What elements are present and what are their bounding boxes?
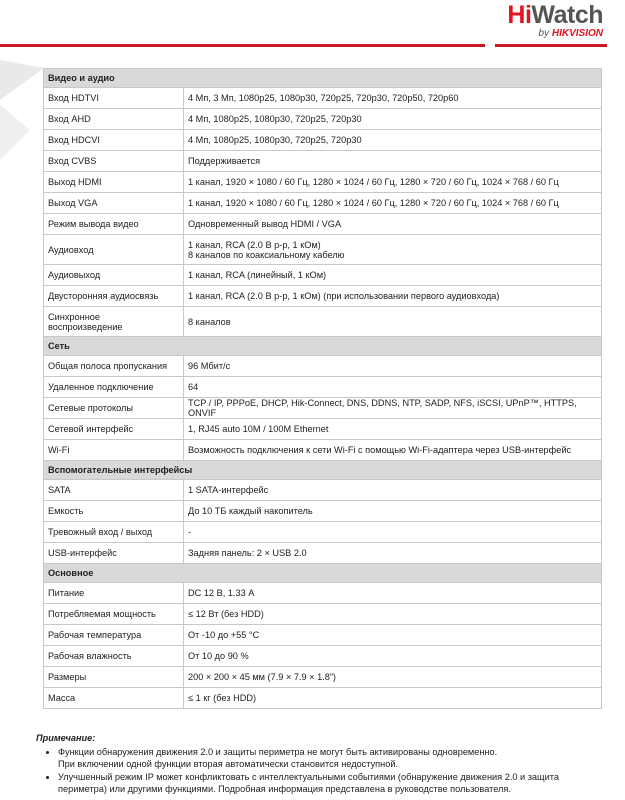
spec-key: Аудиовход	[44, 235, 184, 265]
spec-value: Одновременный вывод HDMI / VGA	[184, 214, 602, 235]
spec-key: Емкость	[44, 501, 184, 522]
spec-value: ≤ 1 кг (без HDD)	[184, 688, 602, 709]
spec-value: 1, RJ45 auto 10M / 100M Ethernet	[184, 419, 602, 440]
spec-value: TCP / IP, PPPoE, DHCP, Hik-Connect, DNS, DDNS, NTP, SADP, NFS, iSCSI, UPnP™, HTTPS, ONVIF	[184, 398, 602, 419]
spec-row	[44, 235, 602, 265]
spec-row	[44, 604, 602, 625]
note-item: • Улучшенный режим IP может конфликтовать с интеллектуальными событиями (обнаружение движения 2.0 и защита периметра) или другими функциями. Подробная информация представлена в руководстве пользователя.	[58, 771, 606, 796]
header-divider	[0, 44, 485, 47]
spec-key: Питание	[44, 583, 184, 604]
spec-key: Общая полоса пропускания	[44, 356, 184, 377]
spec-row	[44, 522, 602, 543]
header-divider-right	[495, 44, 607, 47]
spec-table	[43, 68, 602, 709]
spec-value: Поддерживается	[184, 151, 602, 172]
spec-row	[44, 214, 602, 235]
spec-key: Тревожный вход / выход	[44, 522, 184, 543]
spec-value: 1 канал, RCA (линейный, 1 кОм)	[184, 265, 602, 286]
spec-key: Выход VGA	[44, 193, 184, 214]
spec-value: 4 Мп, 1080p25, 1080p30, 720p25, 720p30	[184, 109, 602, 130]
spec-key: Размеры	[44, 667, 184, 688]
spec-row	[44, 646, 602, 667]
section-header	[44, 564, 602, 583]
spec-row	[44, 130, 602, 151]
note-item: • Функции обнаружения движения 2.0 и защиты периметра не могут быть активированы одновременно. При включении одной функции вторая автоматически становится недоступной.	[58, 746, 606, 771]
section-title: Сеть	[44, 337, 602, 356]
spec-key: USB-интерфейс	[44, 543, 184, 564]
spec-value: -	[184, 522, 602, 543]
spec-key: Аудиовыход	[44, 265, 184, 286]
spec-key: Вход AHD	[44, 109, 184, 130]
spec-row	[44, 543, 602, 564]
spec-row	[44, 440, 602, 461]
spec-row	[44, 688, 602, 709]
spec-value: 1 канал, RCA (2.0 В р-р, 1 кОм) (при использовании первого аудиовхода)	[184, 286, 602, 307]
spec-value: От -10 до +55 °С	[184, 625, 602, 646]
spec-value: 200 × 200 × 45 мм (7.9 × 7.9 × 1.8”)	[184, 667, 602, 688]
spec-key: Сетевые протоколы	[44, 398, 184, 419]
spec-key: Выход HDMI	[44, 172, 184, 193]
spec-value: Задняя панель: 2 × USB 2.0	[184, 543, 602, 564]
spec-key: Вход HDTVI	[44, 88, 184, 109]
spec-key: Wi-Fi	[44, 440, 184, 461]
section-title: Вспомогательные интерфейсы	[44, 461, 602, 480]
spec-value: 1 канал, 1920 × 1080 / 60 Гц, 1280 × 1024 / 60 Гц, 1280 × 720 / 60 Гц, 1024 × 768 / 60 Гц	[184, 172, 602, 193]
section-title: Видео и аудио	[44, 69, 602, 88]
spec-row	[44, 356, 602, 377]
spec-key: Потребляемая мощность	[44, 604, 184, 625]
spec-key: Синхронное воспроизведение	[44, 307, 184, 337]
notes-title: Примечание:	[36, 733, 96, 743]
spec-key: Масса	[44, 688, 184, 709]
spec-row	[44, 193, 602, 214]
notes-list	[36, 746, 606, 796]
spec-value: 4 Мп, 1080p25, 1080p30, 720p25, 720p30	[184, 130, 602, 151]
spec-value: 64	[184, 377, 602, 398]
spec-row	[44, 109, 602, 130]
section-header	[44, 461, 602, 480]
spec-row	[44, 419, 602, 440]
spec-row	[44, 151, 602, 172]
spec-key: Сетевой интерфейс	[44, 419, 184, 440]
spec-row	[44, 667, 602, 688]
spec-row	[44, 286, 602, 307]
spec-row	[44, 307, 602, 337]
spec-value: 1 SATA-интерфейс	[184, 480, 602, 501]
notes	[36, 732, 606, 796]
spec-value: 1 канал, RCA (2.0 В р-р, 1 кОм) 8 каналов по коаксиальному кабелю	[184, 235, 602, 265]
spec-value: От 10 до 90 %	[184, 646, 602, 667]
brand-logo	[507, 2, 603, 39]
spec-key: Рабочая температура	[44, 625, 184, 646]
spec-row	[44, 265, 602, 286]
spec-row	[44, 398, 602, 419]
spec-row	[44, 88, 602, 109]
spec-value: DC 12 В, 1.33 А	[184, 583, 602, 604]
spec-key: Рабочая влажность	[44, 646, 184, 667]
spec-value: ≤ 12 Вт (без HDD)	[184, 604, 602, 625]
spec-value: Возможность подключения к сети Wi-Fi с помощью Wi-Fi-адаптера через USB-интерфейс	[184, 440, 602, 461]
spec-value: 96 Мбит/с	[184, 356, 602, 377]
spec-row	[44, 377, 602, 398]
spec-row	[44, 480, 602, 501]
spec-row	[44, 172, 602, 193]
spec-value: До 10 ТБ каждый накопитель	[184, 501, 602, 522]
brand-name: HiWatch	[507, 1, 603, 29]
spec-key: Двусторонняя аудиосвязь	[44, 286, 184, 307]
decorative-triangles-icon	[0, 60, 44, 170]
section-header	[44, 337, 602, 356]
spec-key: Режим вывода видео	[44, 214, 184, 235]
spec-key: Вход CVBS	[44, 151, 184, 172]
spec-key: SATA	[44, 480, 184, 501]
spec-value: 4 Мп, 3 Мп, 1080p25, 1080p30, 720p25, 720p30, 720p50, 720p60	[184, 88, 602, 109]
spec-value: 8 каналов	[184, 307, 602, 337]
spec-row	[44, 501, 602, 522]
spec-key: Удаленное подключение	[44, 377, 184, 398]
spec-row	[44, 625, 602, 646]
spec-row	[44, 583, 602, 604]
section-header	[44, 69, 602, 88]
spec-value: 1 канал, 1920 × 1080 / 60 Гц, 1280 × 1024 / 60 Гц, 1280 × 720 / 60 Гц, 1024 × 768 / 60 Гц	[184, 193, 602, 214]
brand-vendor: by HIKVISION	[538, 28, 603, 39]
spec-key: Вход HDCVI	[44, 130, 184, 151]
section-title: Основное	[44, 564, 602, 583]
